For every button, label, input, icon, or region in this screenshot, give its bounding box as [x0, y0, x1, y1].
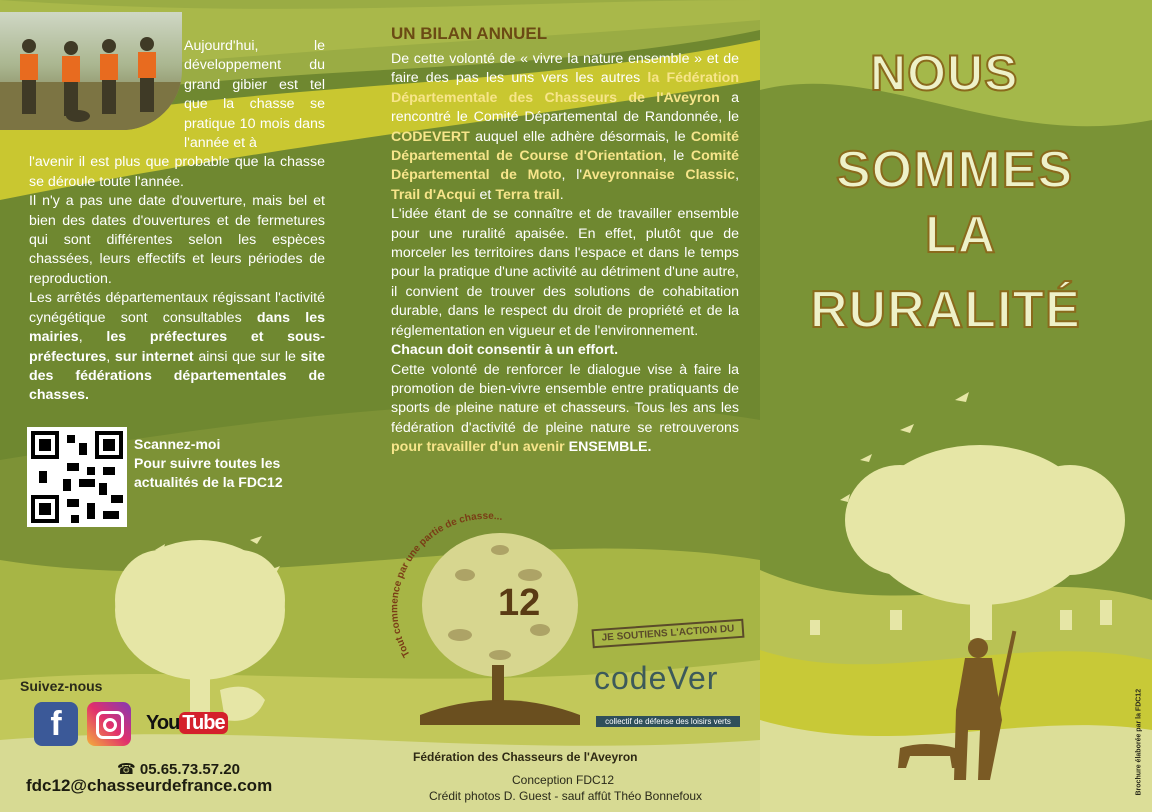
qr-caption-line1: Scannez-moi	[134, 436, 221, 452]
qr-caption-line2: Pour suivre toutes les	[134, 455, 281, 471]
credit-photos: Crédit photos D. Guest - sauf affût Théo Bonnefoux	[429, 789, 703, 803]
intro-paragraph-cont: l'avenir il est plus que probable que la chasse se déroule toute l'année.	[29, 154, 325, 190]
dates-paragraph: Il n'y a pas une date d'ouverture, mais bel et bien des dates d'ouvertures et de fermetures qui sont différentes selon les espèces chassées, leurs effectifs et leurs périodes de reproduction.	[29, 193, 325, 287]
phone-icon: ☎	[117, 761, 136, 778]
tree-hunter-illustration	[780, 380, 1152, 800]
email-address[interactable]: fdc12@chasseurdefrance.com	[26, 776, 273, 795]
bilan-paragraph2: L'idée étant de se connaître et de travailler ensemble pour une ruralité apaisée. En effet, plutôt que de morceler les territoires dans l'espace et dans le temps pour la pratique d'une activité au détriment d'une autre, il convient de trouver des solutions de cohabitation durable, dans le respect du droit de propriété et de la réglementation en vigueur et de l'environnement.	[391, 206, 739, 339]
logo-arc-text: Tout commence par une partie de chasse...	[389, 510, 504, 659]
section-heading: UN BILAN ANNUEL	[391, 24, 548, 43]
facebook-icon[interactable]: f	[34, 702, 78, 746]
left-text	[29, 37, 325, 406]
youtube-you: You	[146, 712, 180, 734]
title-nous: NOUS	[870, 45, 1019, 101]
qr-caption-line3: actualités de la FDC12	[134, 474, 283, 490]
follow-label: Suivez-nous	[20, 678, 103, 694]
title-ruralite: RURALITÉ	[810, 281, 1081, 339]
fdc12-logo	[380, 505, 600, 745]
credit-design: Conception FDC12	[512, 773, 615, 787]
title-la: LA	[925, 206, 997, 264]
bilan-paragraph3: Chacun doit consentir à un effort.	[391, 342, 619, 359]
vertical-credit: Brochure élaborée par la FDC12	[1135, 688, 1143, 796]
bilan-paragraph1: De cette volonté de « vivre la nature ensemble » et de faire des pas les uns vers les autres la Fédération Départementale des Chasseurs de l'Aveyron a rencontré le Comité Départemental de Randonnée, le CODEVERT auquel elle adhère désormais, le Comité Départemental de Course d'Orientation, le Comité Départemental de Moto, l'Aveyronnaise Classic, Trail d'Acqui et Terra trail.	[391, 51, 740, 203]
youtube-icon[interactable]	[146, 712, 228, 735]
youtube-tube: Tube	[179, 712, 227, 734]
instagram-icon[interactable]	[87, 702, 131, 746]
logo-number: 12	[498, 582, 541, 624]
title-sommes: SOMMES	[836, 141, 1074, 199]
logo-caption: Fédération des Chasseurs de l'Aveyron	[413, 750, 638, 764]
bilan-paragraph4: Cette volonté de renforcer le dialogue vise à faire la promotion de bien-vivre ensemble entre pratiquants de sports de pleine nature et chasseurs. Tous les ans les fédération d'activité de pleine nature se retrouverons pour travailler d'un avenir ENSEMBLE.	[391, 361, 739, 456]
intro-paragraph: Aujourd'hui, le développement du grand gibier est tel que la chasse se pratique 10 mois dans l'année et à	[184, 38, 325, 152]
arretes-paragraph: Les arrêtés départementaux régissant l'activité cynégétique sont consultables dans les mairies, les préfectures et sous-préfectures, sur internet ainsi que sur le site des fédérations départementales de chasses.	[29, 290, 325, 404]
codever-tagline: collectif de défense des loisirs verts	[596, 716, 740, 727]
phone-number: 05.65.73.57.20	[139, 761, 240, 778]
codever-stamp: JE SOUTIENS L'ACTION DU	[592, 619, 745, 649]
codever-logo[interactable]: codeVer	[594, 660, 719, 696]
qr-caption	[134, 435, 283, 492]
middle-text	[391, 50, 739, 458]
